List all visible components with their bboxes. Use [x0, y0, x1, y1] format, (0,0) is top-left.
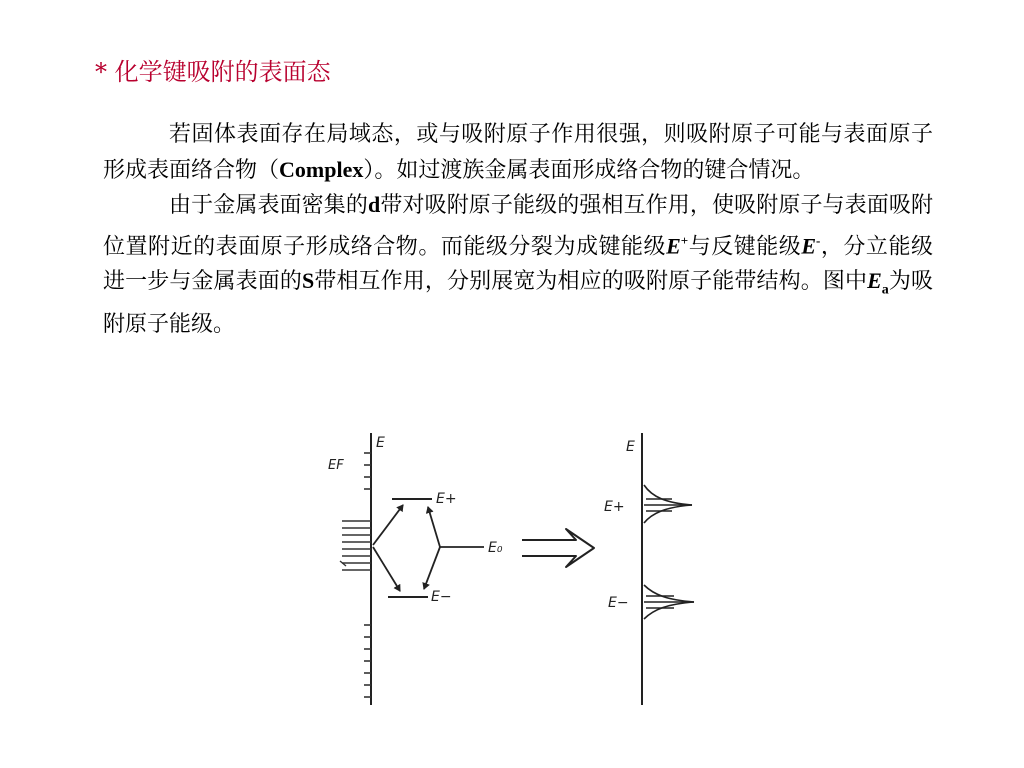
p1-term-complex: Complex — [279, 156, 364, 182]
right-e-plus-label: E+ — [604, 499, 625, 515]
p2-s-band: S — [301, 268, 315, 294]
paragraph-2 — [103, 188, 933, 343]
adsorbate-level-label: E₀ — [488, 540, 503, 556]
coupling-arrows — [373, 505, 484, 591]
slide-title: * 化学键吸附的表面态 — [95, 58, 331, 86]
e-minus-level-label: E− — [431, 589, 452, 605]
right-e-minus-label: E− — [608, 595, 629, 611]
transition-arrow-icon — [522, 529, 594, 567]
fermi-level-label: EF — [328, 458, 344, 473]
p2-e-minus-base: E — [801, 232, 817, 258]
p2-text-1: 由于金属表面密集的 — [169, 193, 368, 218]
p1-text-before: 若固体表面存在局域态，或与吸附原子作用很强，则吸附原子可能与表面原子形成表面络合物（ — [103, 122, 933, 183]
p2-e-plus-sup: + — [680, 232, 689, 248]
p2-ea-base: E — [867, 268, 882, 294]
p2-text-3: 与反键能级 — [688, 233, 802, 259]
left-axis-label: E — [376, 435, 385, 451]
p2-ea-sub: a — [881, 282, 889, 298]
p2-text-4: ，分立能级进一步与金属表面的 — [103, 233, 933, 295]
p2-text-2: 带对吸附原子能级的强相互作用，使吸附原子与表面吸附位置附近的表面原子形成络合物。而能级分裂为成键能级 — [103, 193, 933, 259]
p2-text-6: 为吸附原子能级。 — [103, 269, 933, 338]
p2-d-band: d — [368, 192, 381, 217]
e-plus-level-label: E+ — [436, 491, 457, 507]
d-band-lines — [340, 521, 371, 570]
lower-broadened-band — [644, 585, 694, 619]
energy-level-diagram — [300, 425, 720, 715]
p2-e-minus-sup: - — [816, 232, 821, 248]
p2-text-5: 带相互作用，分别展宽为相应的吸附原子能带结构。图中 — [314, 269, 868, 295]
left-axis-ticks — [364, 453, 371, 697]
body-text — [103, 118, 933, 343]
paragraph-1 — [103, 118, 933, 188]
right-axis-label: E — [626, 439, 635, 455]
upper-broadened-band — [644, 485, 692, 523]
p1-text-after: ）。如过渡族金属表面形成络合物的键合情况。 — [363, 157, 815, 183]
p2-e-plus-base: E — [666, 232, 681, 258]
